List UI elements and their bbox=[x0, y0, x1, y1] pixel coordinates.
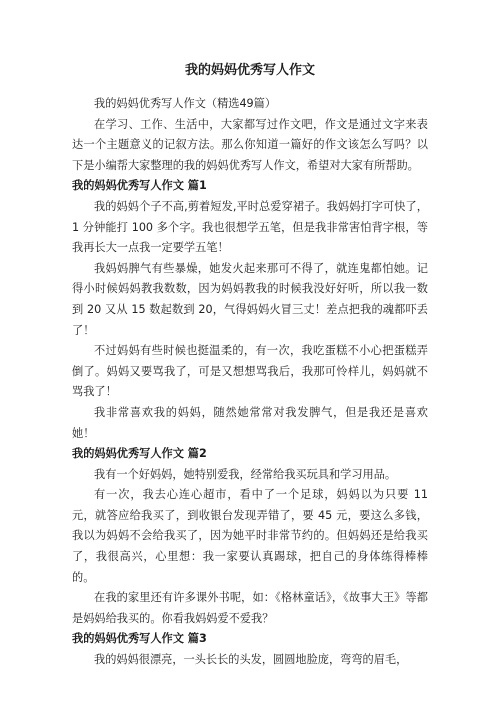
intro-subtitle: 我的妈妈优秀写人作文（精选49篇） bbox=[94, 97, 277, 110]
section-3 bbox=[72, 629, 428, 670]
body-paragraph: 不过妈妈有些时候也挺温柔的，有一次，我吃蛋糕不小心把蛋糕弄倒了。妈妈又要骂我了，可是又想想骂我后，我那可怜样儿，妈妈就不骂我了！ bbox=[72, 344, 428, 399]
section-1 bbox=[72, 176, 428, 444]
section-heading: 我的妈妈优秀写人作文 篇2 bbox=[72, 447, 207, 461]
section-heading: 我的妈妈优秀写人作文 篇1 bbox=[72, 179, 207, 193]
document-page bbox=[72, 62, 428, 671]
body-paragraph: 我妈妈脾气有些暴燥，她发火起来那可不得了，就连鬼都怕她。记得小时候妈妈教我数数，因为妈妈教我的时候我没好好听，所以我一数到 20 又从 15 数起数到 20，气得妈妈火冒三丈！差点把我的魂都吓丢了！ bbox=[72, 261, 428, 337]
body-paragraph: 在我的家里还有许多课外书呢，如：《格林童话》，《故事大王》等都是妈妈给我买的。你看我妈妈爱不爱我？ bbox=[72, 591, 428, 625]
section-2 bbox=[72, 444, 428, 629]
intro-paragraph: 在学习、工作、生活中，大家都写过作文吧，作文是通过文字来表达一个主题意义的记叙方法。那么你知道一篇好的作文该怎么写吗？以下是小编帮大家整理的我的妈妈优秀写人作文，希望对大家有所帮助。 bbox=[72, 117, 428, 172]
body-paragraph: 有一次，我去心连心超市，看中了一个足球，妈妈以为只要 11 元，就答应给我买了，到收银台发现弄错了，要 45 元，要这么多钱，我以为妈妈不会给我买了，因为她平时非常节约的。但妈妈还是给我买了，我很高兴，心里想：我一家要认真踢球，把自己的身体练得棒棒的。 bbox=[72, 488, 428, 584]
body-paragraph: 我非常喜欢我的妈妈，随然她常常对我发脾气，但是我还是喜欢她！ bbox=[72, 405, 428, 440]
section-heading: 我的妈妈优秀写人作文 篇3 bbox=[72, 632, 207, 646]
body-paragraph: 我的妈妈很漂亮，一头长长的头发，圆圆地脸庞，弯弯的眉毛， bbox=[94, 653, 408, 667]
document-title: 我的妈妈优秀写人作文 bbox=[184, 63, 315, 78]
body-paragraph: 我的妈妈个子不高,剪着短发,平时总爱穿裙子。我妈妈打字可快了，1 分钟能打 100 多个字。我也很想学五笔，但是我非常害怕背字根，等我再长大一点我一定要学五笔！ bbox=[72, 199, 428, 255]
body-paragraph: 我有一个好妈妈，她特别爱我，经常给我买玩具和学习用品。 bbox=[94, 467, 397, 481]
